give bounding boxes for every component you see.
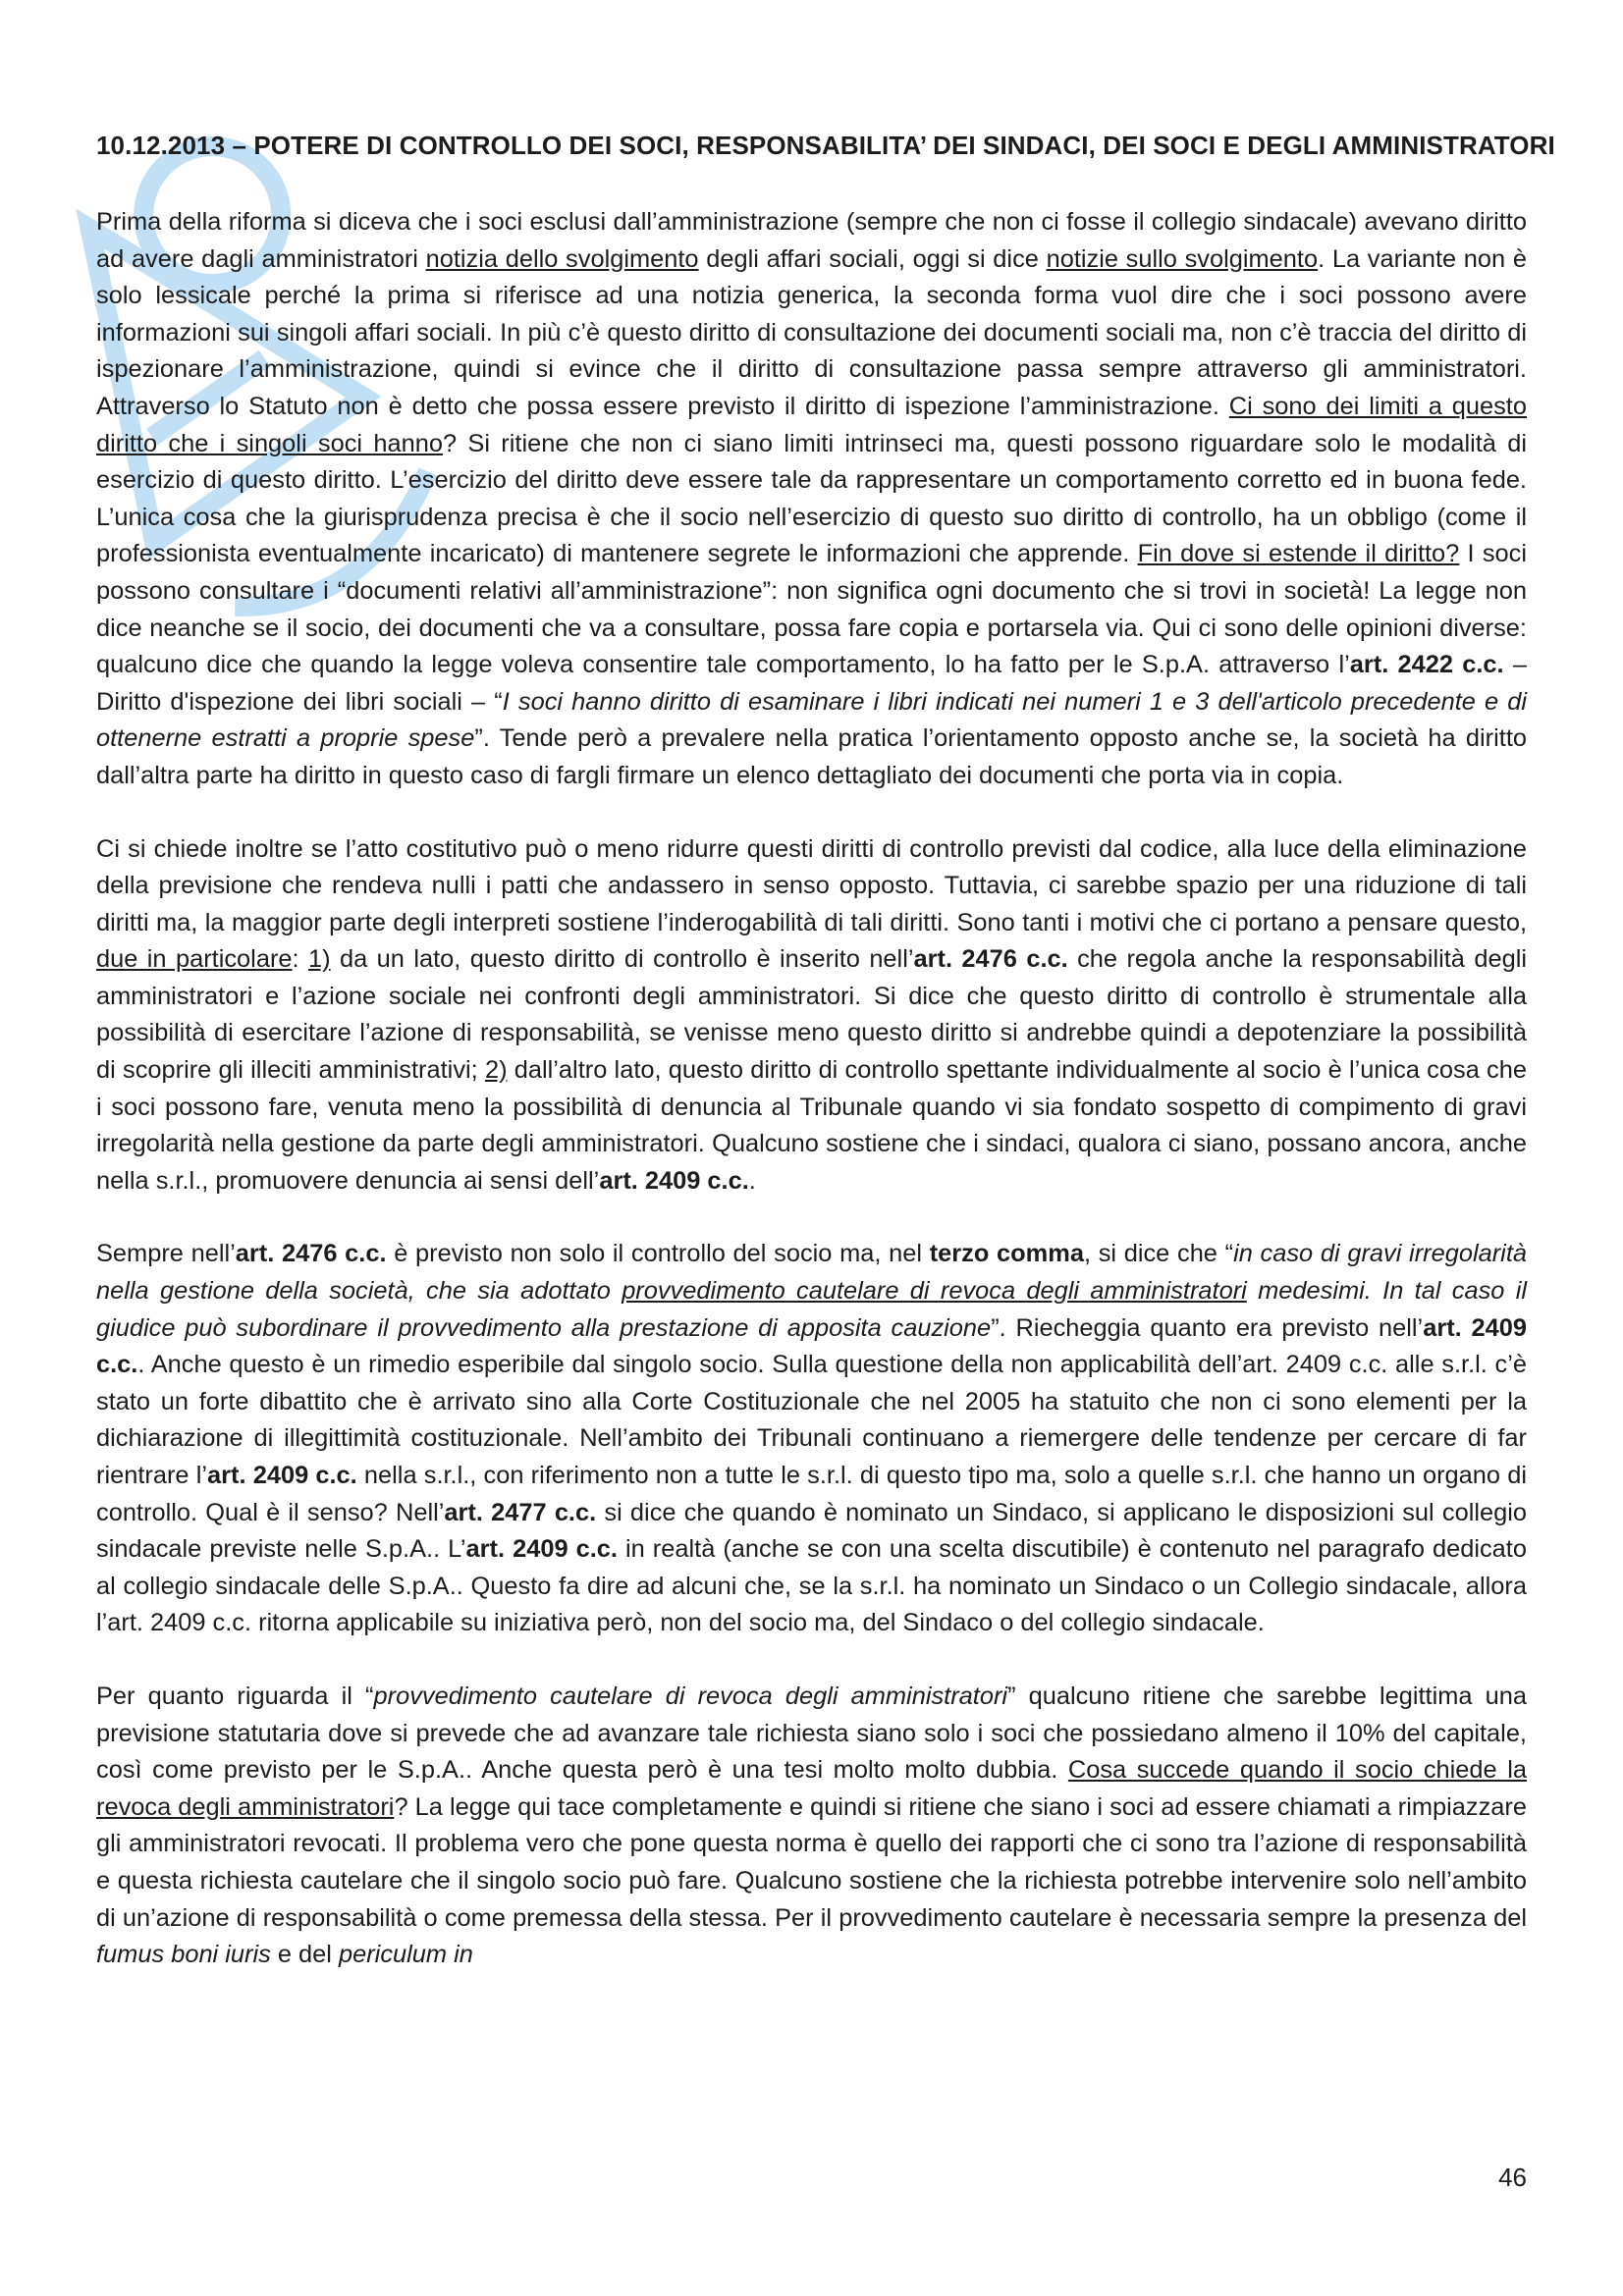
text-run: Ci si chiede inoltre se l’atto costitutivo può o meno ridurre questi diritti di controllo previsti dal codice, alla luce della eliminazione della previsione che rendeva nulli i patti che andassero in senso opposto. Tuttavia, ci sarebbe spazio per una riduzione di tali diritti ma, la maggior parte degli interpreti sostiene l’inderogabilità di tali diritti. Sono tanti i motivi che ci portano a pensare questo,: [96, 834, 1527, 936]
text-run: art. 2409 c.c.: [207, 1462, 357, 1489]
text-run: art. 2476 c.c.: [235, 1240, 387, 1268]
text-run: I soci possono consultare i “documenti relativi all’amministrazione”: non significa ogni documento che si trovi in società! La legge non dice neanche se il socio, dei documenti che va a consultare, possa fare copia e portarsela via. Qui ci sono delle opinioni diverse: qualcuno dice che quando la legge voleva consentire tale comportamento, lo ha fatto per le S.p.A. attraverso l’: [96, 540, 1527, 679]
text-run: Cosa succede quando il socio chiede la revoca degli amministratori: [96, 1756, 1527, 1821]
text-run: 2): [484, 1056, 508, 1085]
text-run: medesimi. In tal caso il giudice può subordinare il provvedimento alla prestazione di apposita cauzione: [96, 1277, 1528, 1342]
text-run: :: [292, 945, 309, 974]
paragraph: [96, 1679, 1527, 1974]
text-run: degli affari sociali, oggi si dice: [698, 244, 1047, 273]
text-run: periculum in: [338, 1941, 473, 1969]
text-run: notizia dello svolgimento: [425, 244, 699, 273]
text-run: ” qualcuno ritiene che sarebbe legittima una previsione statutaria dove si prevede che ad avanzare tale richiesta siano solo i soci che possiedano almeno il 10% del capitale, così come previsto per le S.p.A.. Anche questa però è una tesi molto molto dubbia.: [96, 1682, 1527, 1785]
text-run: art. 2477 c.c.: [444, 1498, 597, 1526]
text-run: ? Si ritiene che non ci siano limiti intrinseci ma, questi possono riguardare solo le modalità di esercizio di questo diritto. L’esercizio del diritto deve essere tale da rappresentare un comportamento corretto ed in buona fede. L’unica cosa che la giurisprudenza precisa è che il socio nell’esercizio di questo suo diritto di controllo, ha un obbligo (come il professionista eventualmente incaricato) di mantenere segrete le informazioni che apprende.: [96, 429, 1527, 568]
page-number: 46: [1498, 2163, 1527, 2192]
text-run: Ci sono dei limiti a questo diritto che i singoli soci hanno: [96, 392, 1527, 457]
text-run: terzo comma: [929, 1240, 1084, 1268]
text-run: ”. Tende però a prevalere nella pratica l’orientamento opposto anche se, la società ha diritto dall’altra parte ha diritto in questo caso di fargli firmare un elenco dettagliato dei documenti che porta via in copia.: [96, 724, 1527, 789]
paragraph: [96, 204, 1527, 795]
text-run: art. 2476 c.c.: [913, 945, 1068, 974]
text-run: fumus boni iuris: [96, 1941, 271, 1969]
text-run: in realtà (anche se con una scelta discutibile) è contenuto nel paragrafo dedicato al collegio sindacale delle S.p.A.. Questo fa dire ad alcuni che, se la s.r.l. ha nominato un Sindaco o un Collegio sindacale, allora l’art. 2409 c.c. ritorna applicabile su iniziativa però, non del socio ma, del Sindaco o del collegio sindacale.: [96, 1535, 1527, 1637]
text-run: , si dice che “: [1083, 1240, 1234, 1268]
text-run: dall’altro lato, questo diritto di controllo spettante individualmente al socio è l’unica cosa che i soci possono fare, venuta meno la possibilità di denuncia al Tribunale quando vi sia fondato sospetto di compimento di gravi irregolarità nella gestione da parte degli amministratori. Qualcuno sostiene che i sindaci, qualora ci siano, possano ancora, anche nella s.r.l., promuovere denuncia ai sensi dell’: [96, 1056, 1527, 1195]
text-run: provvedimento cautelare di revoca degli amministratori: [622, 1277, 1247, 1306]
text-run: è previsto non solo il controllo del socio ma, nel: [386, 1240, 930, 1268]
text-run: Sempre nell’: [96, 1240, 236, 1268]
text-run: Prima della riforma si diceva che i soci esclusi dall’amministrazione (sempre che non ci fosse il collegio sindacale) avevano diritto ad avere dagli amministratori: [96, 208, 1527, 273]
document-page: [96, 126, 1555, 2010]
text-run: art. 2409 c.c.: [465, 1535, 618, 1564]
text-run: . La variante non è solo lessicale perché la prima si riferisce ad una notizia generica, la seconda forma vuol dire che i soci possono avere informazioni sui singoli affari sociali. In più c’è questo diritto di consultazione dei documenti sociali ma, non c’è traccia del diritto di ispezionare l’amministrazione, quindi si evince che il diritto di consultazione passa sempre attraverso gli amministratori. Attraverso lo Statuto non è detto che possa essere previsto il diritto di ispezione l’amministrazione.: [96, 244, 1527, 420]
text-run: che regola anche la responsabilità degli amministratori e l’azione sociale nei confronti degli amministratori. Si dice che questo diritto di controllo è strumentale alla possibilità di esercitare l’azione di responsabilità, se venisse meno questo diritto si andrebbe quindi a depotenziare la possibilità di scoprire gli illeciti amministrativi;: [96, 945, 1527, 1085]
text-run: in caso di gravi irregolarità nella gestione della società, che sia adottato: [96, 1240, 1527, 1306]
text-run: Fin dove si estende il diritto?: [1137, 540, 1460, 568]
text-run: si dice che quando è nominato un Sindaco, si applicano le disposizioni sul collegio sindacale previste nelle S.p.A.. L’: [96, 1498, 1527, 1564]
text-run: .: [748, 1166, 756, 1195]
text-run: I soci hanno diritto di esaminare i libri indicati nei numeri 1 e 3 dell'articolo precedente e di ottenerne estratti a proprie spese: [96, 687, 1528, 753]
text-run: art. 2422 c.c.: [1349, 651, 1504, 679]
text-run: Per quanto riguarda il “: [96, 1682, 374, 1710]
text-run: ”. Riecheggia quanto era previsto nell’: [991, 1313, 1424, 1342]
text-run: due in particolare: [96, 945, 293, 974]
document-body: [96, 204, 1527, 1974]
paragraph: [96, 1236, 1527, 1642]
text-run: provvedimento cautelare di revoca degli amministratori: [373, 1682, 1008, 1710]
text-run: – Diritto d'ispezione dei libri sociali – “: [96, 651, 1527, 716]
text-run: ? La legge qui tace completamente e quindi si ritiene che siano i soci ad essere chiamati a rimpiazzare gli amministratori revocati. Il problema vero che pone questa norma è quello dei rapporti che ci sono tra l’azione di responsabilità e questa richiesta cautelare che il singolo socio può fare. Qualcuno sostiene che la richiesta potrebbe intervenire solo nell’ambito di un’azione di responsabilità o come premessa della stessa. Per il provvedimento cautelare è necessaria sempre la presenza del: [96, 1792, 1527, 1932]
text-run: notizie sullo svolgimento: [1046, 244, 1319, 273]
text-run: . Anche questo è un rimedio esperibile dal singolo socio. Sulla questione della non applicabilità dell’art. 2409 c.c. alle s.r.l. c’è stato un forte dibattito che è arrivato sino alla Corte Costituzionale che nel 2005 ha statuito che non ci sono elementi per la dichiarazione di illegittimità costituzionale. Nell’ambito dei Tribunali continuano a riemergere delle tendenze per cercare di far rientrare l’: [96, 1351, 1527, 1489]
page-title: 10.12.2013 – POTERE DI CONTROLLO DEI SOCI, RESPONSABILITA’ DEI SINDACI, DEI SOCI E DEGLI AMMINISTRATORI: [96, 131, 1555, 160]
text-run: da un lato, questo diritto di controllo è inserito nell’: [330, 945, 914, 974]
text-run: 1): [308, 945, 331, 974]
text-run: art. 2409 c.c.: [96, 1313, 1528, 1379]
paragraph: [96, 831, 1527, 1201]
text-run: nella s.r.l., con riferimento non a tutte le s.r.l. di questo tipo ma, solo a quelle s.r.l. che hanno un organo di controllo. Qual è il senso? Nell’: [96, 1462, 1527, 1526]
text-run: art. 2409 c.c.: [599, 1166, 749, 1195]
text-run: e del: [270, 1941, 339, 1969]
